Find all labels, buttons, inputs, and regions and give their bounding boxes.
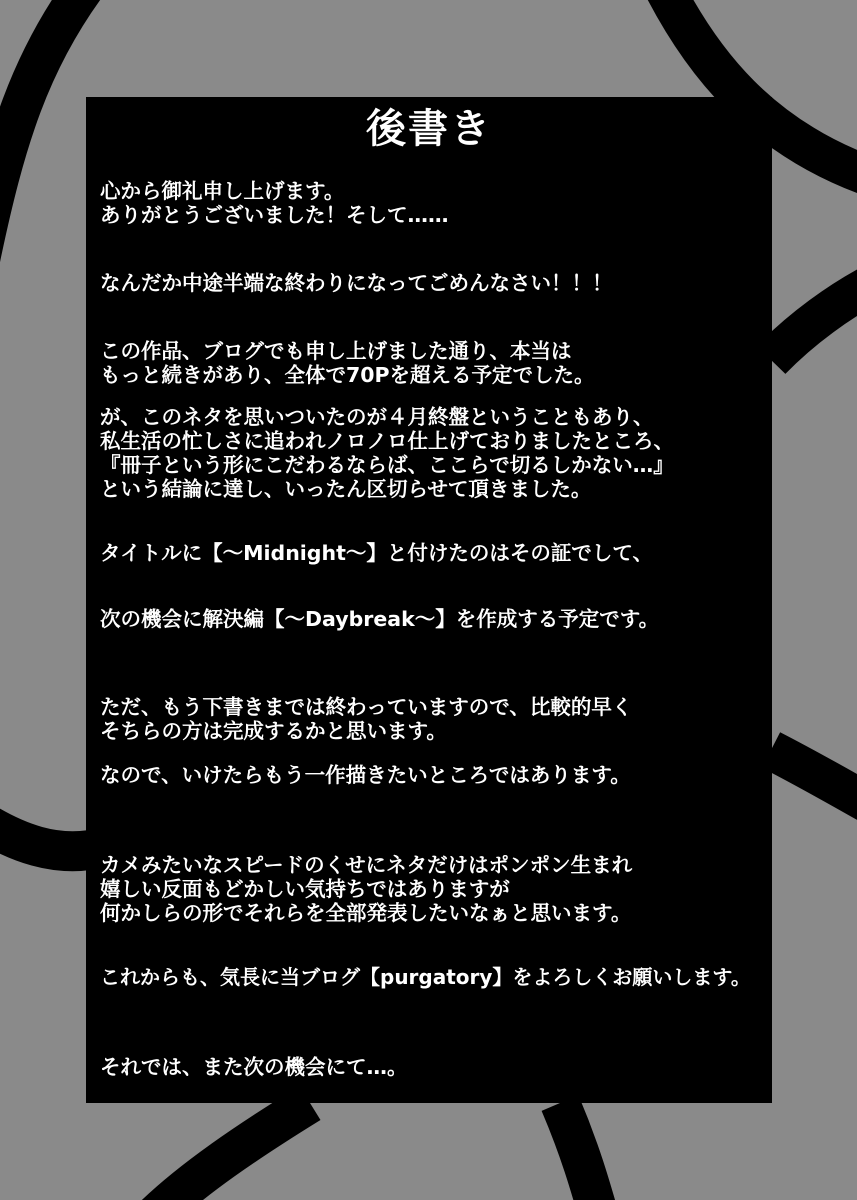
text-line: 次の機会に解決編【～Daybreak～】を作成する予定です。: [100, 607, 660, 631]
text-line: ただ、もう下書きまでは終わっていますので、比較的早く: [100, 695, 633, 719]
text-line: タイトルに【～Midnight～】と付けたのはその証でして、: [100, 541, 653, 565]
text-line: 私生活の忙しさに追われノロノロ仕上げておりましたところ、: [100, 429, 674, 453]
text-line: 『冊子という形にこだわるならば、ここらで切るしかない…』: [100, 453, 674, 477]
text-line: なので、いけたらもう一作描きたいところではあります。: [100, 763, 631, 787]
text-line: 嬉しい反面もどかしい気持ちではありますが: [100, 877, 510, 901]
text-line: そちらの方は完成するかと思います。: [100, 719, 447, 743]
text-line: なんだか中途半端な終わりになってごめんなさい！！！: [100, 271, 613, 295]
text-line: ありがとうございました！そして……: [100, 203, 449, 227]
text-line: それでは、また次の機会にて…。: [100, 1055, 408, 1079]
text-line: カメみたいなスピードのくせにネタだけはポンポン生まれ: [100, 853, 633, 877]
text-line: という結論に達し、いったん区切らせて頂きました。: [100, 477, 592, 501]
text-line: この作品、ブログでも申し上げました通り、本当は: [100, 339, 572, 363]
text-line: もっと続きがあり、全体で70Pを超える予定でした。: [100, 363, 595, 387]
text-line: 何かしらの形でそれらを全部発表したいなぁと思います。: [100, 901, 632, 925]
afterword-panel: [86, 97, 772, 1103]
text-line: これからも、気長に当ブログ【purgatory】をよろしくお願いします。: [100, 965, 751, 989]
text-line: が、このネタを思いついたのが４月終盤ということもあり、: [100, 405, 654, 429]
text-line: 心から御礼申し上げます。: [100, 179, 345, 203]
page-title: 後書き: [366, 106, 492, 152]
